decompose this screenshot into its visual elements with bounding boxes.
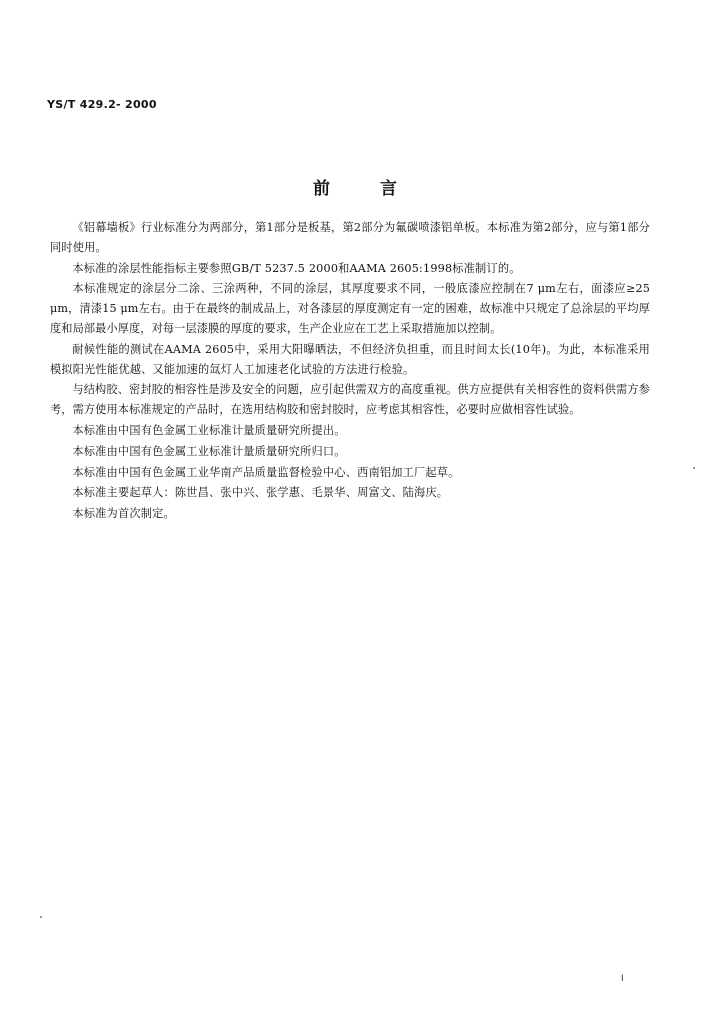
paragraph-weathering: 耐候性能的测试在AAMA 2605中，采用大阳曝晒法，不但经济负担重，而且时间太长(10年)。为此，本标准采用模拟阳光性能优越、又能加速的氙灯人工加速老化试验的方法进行检验。 <box>50 342 650 376</box>
title-char-1: 前 <box>313 179 330 199</box>
paragraph-drafted-by: 本标准由中国有色金属工业华南产品质量监督检验中心、西南铝加工厂起草。 <box>72 465 460 479</box>
paragraph-references: 本标准的涂层性能指标主要参照GB/T 5237.5 2000和AAMA 2605:1998标准制订的。 <box>72 261 521 275</box>
paragraph-administered-by: 本标准由中国有色金属工业标准计量质量研究所归口。 <box>72 444 346 458</box>
page-title <box>0 174 710 199</box>
paragraph-coating-thickness: 本标准规定的涂层分二涂、三涂两种，不同的涂层，其厚度要求不同，一般底漆应控制在7 μm左右，面漆应≥25 μm，清漆15 μm左右。由于在最终的制成品上，对各漆层的厚度测定有一定的困难，故标准中只规定了总涂层的平均厚度和局部最小厚度，对每一层漆膜的厚度的要求，生产企业应在工艺上采取措施加以控制。 <box>50 282 650 335</box>
scan-speck <box>693 467 695 469</box>
paragraph-parts: 《铝幕墙板》行业标准分为两部分，第1部分是板基，第2部分为氟碳喷漆铝单板。本标准为第2部分，应与第1部分同时使用。 <box>50 221 650 254</box>
title-char-2: 言 <box>380 179 397 199</box>
paragraph-compatibility: 与结构胶、密封胶的相容性是涉及安全的问题，应引起供需双方的高度重视。供方应提供有关相容性的资料供需方参考，需方使用本标准规定的产品时，在选用结构胶和密封胶时，应考虑其相容性，必要时应做相容性试验。 <box>50 383 650 417</box>
paragraph-first-edition: 本标准为首次制定。 <box>72 507 175 521</box>
foreword-body <box>50 218 650 525</box>
page-number: I <box>621 974 624 984</box>
paragraph-proposed-by: 本标准由中国有色金属工业标准计量质量研究所提出。 <box>72 423 346 437</box>
scan-speck <box>40 916 42 918</box>
standard-code: YS/T 429.2- 2000 <box>47 98 157 111</box>
paragraph-drafters: 本标准主要起草人：陈世昌、张中兴、张学惠、毛景华、周富文、陆海庆。 <box>72 486 449 500</box>
